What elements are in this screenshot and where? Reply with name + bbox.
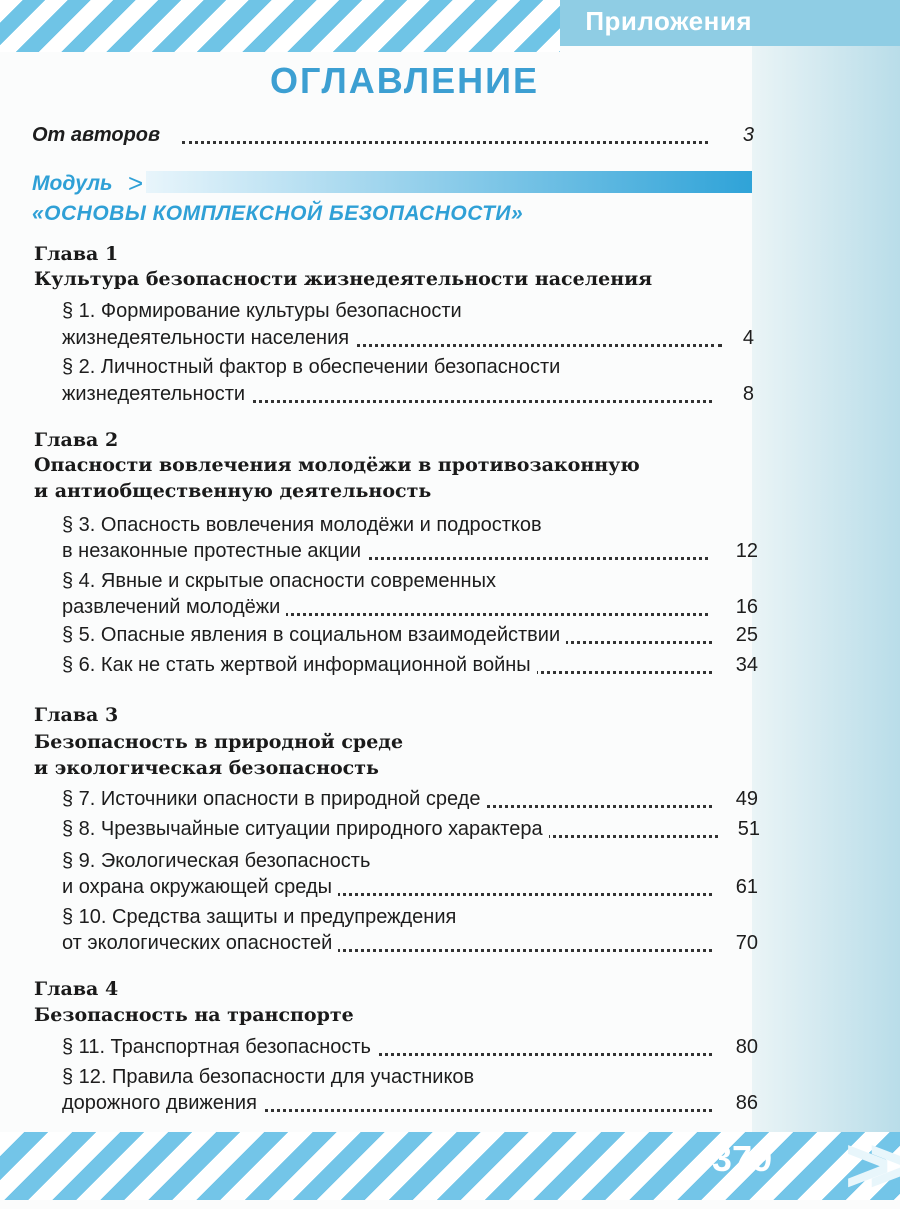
chapter-number: Глава 1 <box>34 243 119 265</box>
chapter-title: и экологическая безопасность <box>34 757 379 779</box>
module-label: Модуль <box>32 172 113 195</box>
toc-entry-line: жизнедеятельности <box>62 383 251 405</box>
toc-entry-page: 8 <box>742 383 754 405</box>
toc-entry-line: § 7. Источники опасности в природной среде <box>62 788 486 810</box>
chapter-title: Безопасность в природной среде <box>34 731 404 753</box>
toc-entry[interactable] <box>62 932 712 958</box>
toc-entry[interactable] <box>62 654 712 680</box>
toc-entry-page: 25 <box>735 624 758 646</box>
toc-entry[interactable] <box>62 327 722 353</box>
leader-dots <box>182 141 708 144</box>
toc-title: ОГЛАВЛЕНИЕ <box>270 60 540 101</box>
toc-entry[interactable] <box>62 383 712 409</box>
toc-entry-page: 61 <box>735 876 758 898</box>
toc-entry-line: § 6. Как не стать жертвой информационной войны <box>62 654 537 676</box>
chapter-title: Культура безопасности жизнедеятельности населения <box>34 268 653 290</box>
toc-entry[interactable] <box>62 596 708 622</box>
toc-entry-line: § 8. Чрезвычайные ситуации природного характера <box>62 818 549 840</box>
toc-entry-page: 70 <box>735 932 758 954</box>
chapter-number: Глава 4 <box>34 978 119 1000</box>
toc-entry-line: от экологических опасностей <box>62 932 338 954</box>
toc-entry-authors[interactable] <box>32 124 708 150</box>
toc-entry[interactable] <box>62 818 718 844</box>
toc-entry-page: 16 <box>735 596 758 618</box>
toc-entry-page: 3 <box>742 124 754 146</box>
toc-entry[interactable] <box>62 876 712 902</box>
toc-entry[interactable] <box>62 1036 712 1062</box>
page-number: 379 <box>711 1138 772 1179</box>
toc-entry-page: 49 <box>735 788 758 810</box>
toc-entry-line[interactable]: § 9. Экологическая безопасность <box>62 850 371 872</box>
chapter-title: Опасности вовлечения молодёжи в противозаконную <box>34 454 640 476</box>
chapter-title: и антиобщественную деятельность <box>34 480 432 502</box>
chapter-number: Глава 2 <box>34 429 119 451</box>
toc-entry-page: 51 <box>737 818 760 840</box>
toc-entry-page: 86 <box>735 1092 758 1114</box>
chapter-title: Безопасность на транспорте <box>34 1004 354 1026</box>
toc-entry-line: и охрана окружающей среды <box>62 876 338 898</box>
chevron-right-icon: >> <box>844 1121 892 1209</box>
toc-entry-page: 12 <box>735 540 758 562</box>
toc-entry-line: развлечений молодёжи <box>62 596 286 618</box>
toc-entry-line[interactable]: § 10. Средства защиты и предупреждения <box>62 906 457 928</box>
toc-entry-line: жизнедеятельности населения <box>62 327 355 349</box>
toc-entry-page: 80 <box>735 1036 758 1058</box>
toc-entry-line[interactable]: § 2. Личностный фактор в обеспечении безопасности <box>62 356 561 378</box>
toc-entry-page: 34 <box>735 654 758 676</box>
toc-entry[interactable] <box>62 540 708 566</box>
chevron-right-icon: > <box>128 168 144 198</box>
toc-entry-page: 4 <box>742 327 754 349</box>
toc-entry-line: § 5. Опасные явления в социальном взаимодействии <box>62 624 566 646</box>
chapter-number: Глава 3 <box>34 704 119 726</box>
section-label: Приложения <box>585 6 752 36</box>
toc-entry[interactable] <box>62 1092 712 1118</box>
toc-entry-line[interactable]: § 12. Правила безопасности для участников <box>62 1066 475 1088</box>
module-title: «ОСНОВЫ КОМПЛЕКСНОЙ БЕЗОПАСНОСТИ» <box>32 202 524 225</box>
toc-entry-label: От авторов <box>32 124 166 146</box>
toc-entry[interactable] <box>62 624 712 650</box>
toc-entry-line[interactable]: § 1. Формирование культуры безопасности <box>62 300 462 322</box>
toc-entry-line: дорожного движения <box>62 1092 263 1114</box>
module-header-bar <box>146 171 752 193</box>
toc-entry-line[interactable]: § 4. Явные и скрытые опасности современных <box>62 570 496 592</box>
toc-entry[interactable] <box>62 788 712 814</box>
toc-entry-line: § 11. Транспортная безопасность <box>62 1036 377 1058</box>
toc-entry-line[interactable]: § 3. Опасность вовлечения молодёжи и подростков <box>62 514 542 536</box>
toc-entry-line: в незаконные протестные акции <box>62 540 367 562</box>
